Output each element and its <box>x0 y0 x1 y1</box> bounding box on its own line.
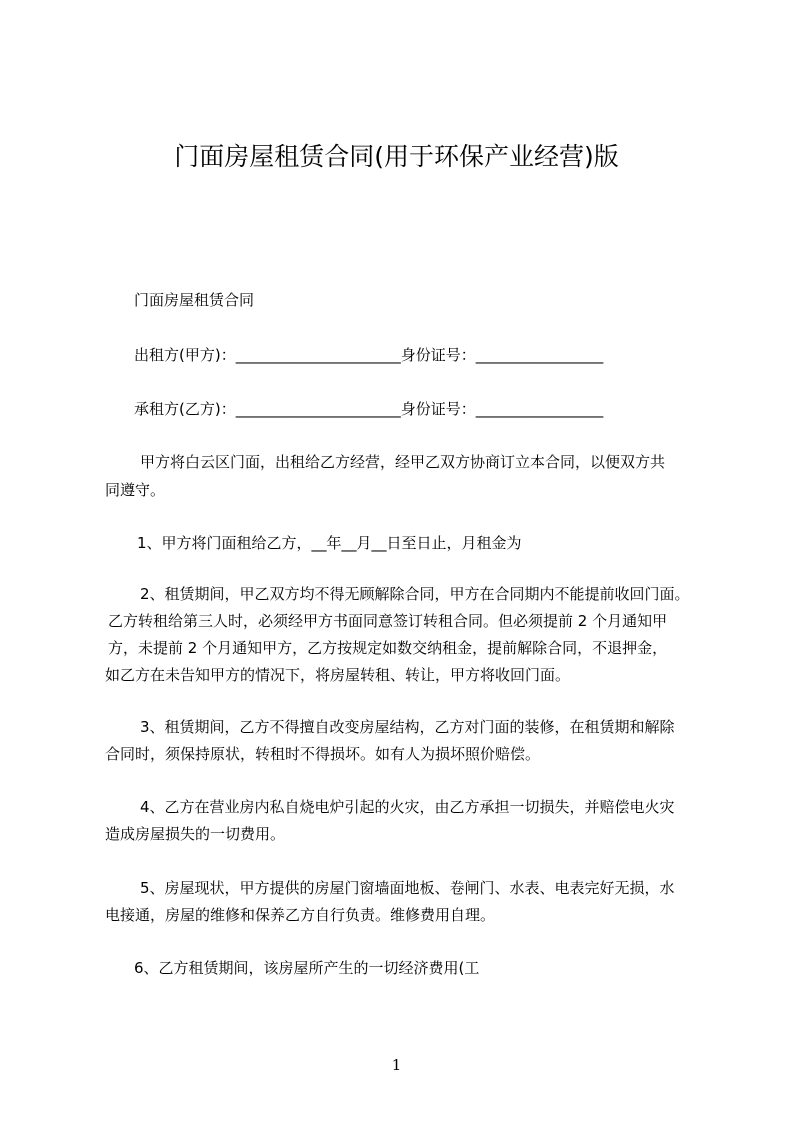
paragraph-line: 乙方转租给第三人时，必须经甲方书面同意签订转租合同。但必须提前 2 个月通知甲 <box>108 612 668 630</box>
paragraph-line: 6、乙方租赁期间，该房屋所产生的一切经济费用(工 <box>134 959 480 977</box>
paragraph-line: 如乙方在未告知甲方的情况下，将房屋转租、转让，甲方将收回门面。 <box>105 666 571 684</box>
paragraph-line: 合同时，须保持原状，转租时不得损坏。如有人为损坏照价赔偿。 <box>105 745 541 763</box>
paragraph-line: 方，未提前 2 个月通知甲方，乙方按规定如数交纳租金，提前解除合同，不退押金， <box>108 639 668 657</box>
paragraph-line: 4、乙方在营业房内私自烧电炉引起的火灾，由乙方承担一切损失，并赔偿电火灾 <box>140 798 675 816</box>
paragraph-line: 3、租赁期间，乙方不得擅自改变房屋结构，乙方对门面的装修，在租赁期和解除 <box>140 718 675 736</box>
paragraph-line: 电接通，房屋的维修和保养乙方自行负责。维修费用自理。 <box>105 906 496 924</box>
paragraph-line: 2、租赁期间，甲乙双方均不得无顾解除合同，甲方在合同期内不能提前收回门面。 <box>140 585 690 603</box>
paragraph-line: 造成房屋损失的一切费用。 <box>105 825 286 843</box>
paragraph-line: 甲方将白云区门面，出租给乙方经营，经甲乙双方协商订立本合同，以便双方共 <box>140 453 666 471</box>
page-number: 1 <box>391 1056 402 1074</box>
contract-subtitle: 门面房屋租赁合同 <box>134 291 255 309</box>
paragraph-line: 1、甲方将门面租给乙方，__年__月__日至日止，月租金为 <box>137 534 522 552</box>
lessee-line: 承租方(乙方)：______________________身份证号：_________________ <box>134 400 604 418</box>
lessor-line: 出租方(甲方)：______________________身份证号：_________________ <box>134 346 604 364</box>
paragraph-line: 同遵守。 <box>105 481 166 499</box>
paragraph-line: 5、房屋现状，甲方提供的房屋门窗墙面地板、卷闸门、水表、电表完好无损，水 <box>140 879 675 897</box>
document-title: 门面房屋租赁合同(用于环保产业经营)版 <box>174 142 619 171</box>
